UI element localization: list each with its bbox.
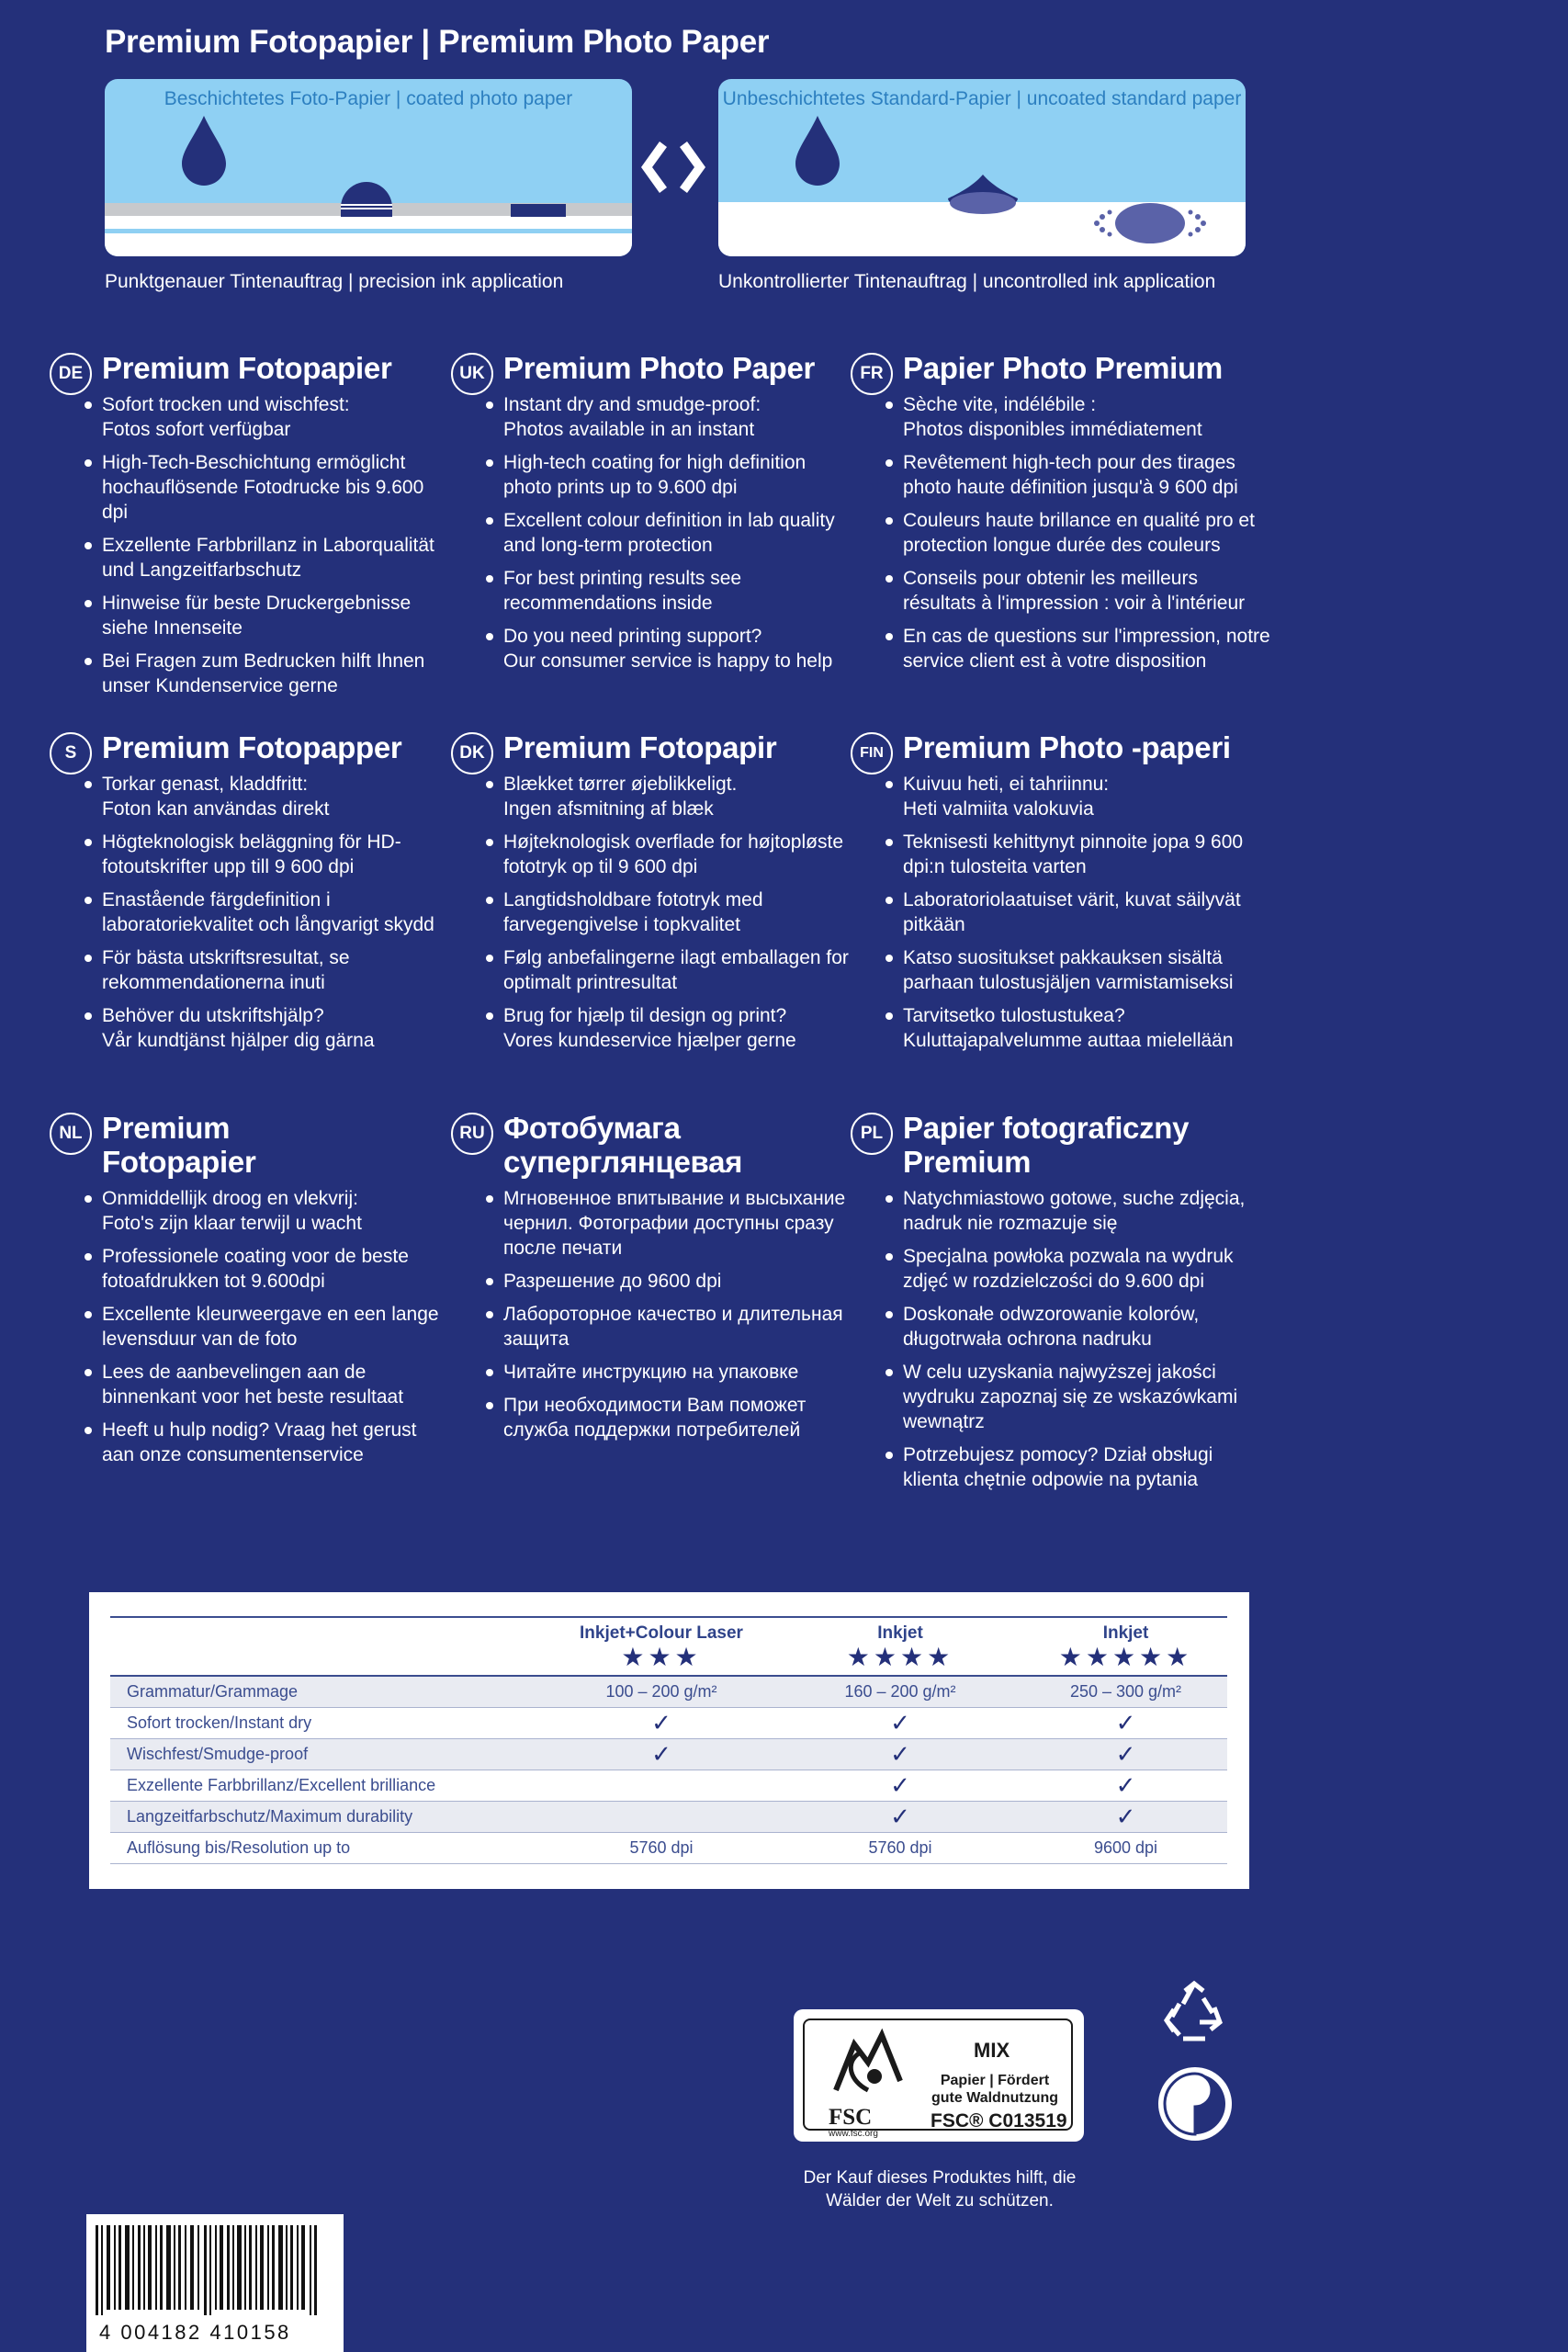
list-item: Lees de aanbevelingen aan de binnenkant voor het beste resultaat bbox=[102, 1360, 454, 1409]
star-rating: ★★★★★ bbox=[1058, 1643, 1193, 1671]
lang-block-fin bbox=[851, 730, 1273, 1061]
list-item: Tarvitsetko tulostustukea? Kuluttajapalvelumme auttaa mielellään bbox=[903, 1003, 1273, 1053]
list-item: Bei Fragen zum Bedrucken hilft Ihnen unser Kundenservice gerne bbox=[102, 649, 454, 698]
table-cell: 250 – 300 g/m² bbox=[1024, 1676, 1227, 1708]
column-header bbox=[547, 1617, 776, 1676]
lang-block-ru bbox=[451, 1111, 855, 1451]
checkmark-icon: ✓ bbox=[776, 1708, 1024, 1739]
page-title: Premium Fotopapier | Premium Photo Paper bbox=[105, 24, 770, 60]
list-item: Hinweise für beste Druckergebnisse siehe Innenseite bbox=[102, 591, 454, 640]
list-item: Onmiddellijk droog en vlekvrij: Foto's zijn klaar terwijl u wacht bbox=[102, 1186, 454, 1236]
lang-block-de bbox=[50, 351, 454, 707]
list-item: Excellent colour definition in lab quality and long-term protection bbox=[503, 508, 855, 558]
fsc-code: FSC® C013519 bbox=[931, 2110, 1067, 2132]
list-item: Couleurs haute brillance en qualité pro et protection longue durée des couleurs bbox=[903, 508, 1273, 558]
column-label: Inkjet bbox=[1102, 1623, 1149, 1643]
lang-title: Papier fotograficzny Premium bbox=[903, 1111, 1190, 1179]
list-item: Kuivuu heti, ei tahriinnu: Heti valmiita valokuvia bbox=[903, 772, 1273, 821]
list-item: Professionele coating voor de beste fotoafdrukken tot 9.600dpi bbox=[102, 1244, 454, 1294]
star-rating: ★★★ bbox=[621, 1643, 702, 1671]
list-item: Sèche vite, indélébile : Photos disponibles immédiatement bbox=[903, 392, 1273, 442]
column-header bbox=[776, 1617, 1024, 1676]
list-item: En cas de questions sur l'impression, notre service client est à votre disposition bbox=[903, 624, 1273, 673]
row-label: Auflösung bis/Resolution up to bbox=[110, 1833, 547, 1864]
list-item: Torkar genast, kladdfritt: Foton kan användas direkt bbox=[102, 772, 454, 821]
fsc-tree-icon bbox=[818, 2026, 919, 2099]
list-item: Langtidsholdbare fototryk med farvegengivelse i topkvalitet bbox=[503, 888, 855, 937]
list-item: Laboratoriolaatuiset värit, kuvat säilyvät pitkään bbox=[903, 888, 1273, 937]
lang-block-fr bbox=[851, 351, 1273, 682]
table-row bbox=[110, 1708, 1227, 1739]
lang-badge: DK bbox=[451, 732, 493, 775]
lang-badge: S bbox=[50, 732, 92, 775]
feature-list bbox=[451, 392, 855, 673]
green-dot-icon bbox=[1156, 2064, 1235, 2143]
fsc-logo-text: FSC bbox=[829, 2105, 873, 2130]
list-item: Instant dry and smudge-proof: Photos available in an instant bbox=[503, 392, 855, 442]
feature-list bbox=[50, 1186, 454, 1467]
table-row bbox=[110, 1676, 1227, 1708]
coated-paper-title: Beschichtetes Foto-Papier | coated photo paper bbox=[164, 88, 573, 109]
coated-paper-drop-icon bbox=[105, 79, 632, 256]
lang-badge: NL bbox=[50, 1113, 92, 1155]
lang-block-nl bbox=[50, 1111, 454, 1476]
list-item: Brug for hjælp til design og print? Vores kundeservice hjælper gerne bbox=[503, 1003, 855, 1053]
table-cell: 5760 dpi bbox=[776, 1833, 1024, 1864]
lang-badge: DE bbox=[50, 353, 92, 395]
feature-list bbox=[851, 1186, 1273, 1492]
table-row bbox=[110, 1770, 1227, 1802]
table-cell bbox=[547, 1770, 776, 1802]
table-row bbox=[110, 1802, 1227, 1833]
list-item: Exzellente Farbbrillanz in Laborqualität und Langzeitfarbschutz bbox=[102, 533, 454, 582]
list-item: Katso suositukset pakkauksen sisältä parhaan tulostusjäljen varmistamiseksi bbox=[903, 945, 1273, 995]
comparison-arrows-icon bbox=[639, 140, 707, 195]
coated-paper-caption: Punktgenauer Tintenauftrag | precision ink application bbox=[105, 271, 564, 292]
uncoated-paper-illustration bbox=[718, 79, 1246, 256]
checkmark-icon: ✓ bbox=[776, 1770, 1024, 1802]
list-item: W celu uzyskania najwyższej jakości wydruku zapoznaj się ze wskazówkami wewnątrz bbox=[903, 1360, 1273, 1434]
list-item: Højteknologisk overflade for højtopløste fototryk op til 9 600 dpi bbox=[503, 830, 855, 879]
lang-badge: FIN bbox=[851, 732, 893, 775]
checkmark-icon: ✓ bbox=[1024, 1708, 1227, 1739]
table-cell bbox=[547, 1802, 776, 1833]
lang-title: Premium Fotopapir bbox=[503, 730, 777, 764]
list-item: Teknisesti kehittynyt pinnoite jopa 9 600 dpi:n tulosteita varten bbox=[903, 830, 1273, 879]
feature-list bbox=[50, 392, 454, 698]
barcode-bars bbox=[86, 2214, 344, 2315]
row-label: Grammatur/Grammage bbox=[110, 1676, 547, 1708]
feature-list bbox=[851, 772, 1273, 1053]
fsc-url: www.fsc.org bbox=[829, 2129, 878, 2139]
checkmark-icon: ✓ bbox=[547, 1708, 776, 1739]
checkmark-icon: ✓ bbox=[776, 1802, 1024, 1833]
lang-badge: FR bbox=[851, 353, 893, 395]
table-row bbox=[110, 1833, 1227, 1864]
star-rating: ★★★★ bbox=[846, 1643, 954, 1671]
checkmark-icon: ✓ bbox=[1024, 1739, 1227, 1770]
list-item: Behöver du utskriftshjälp? Vår kundtjänst hjälper dig gärna bbox=[102, 1003, 454, 1053]
fsc-description: Papier | Fördert gute Waldnutzung bbox=[931, 2073, 1059, 2106]
feature-list bbox=[50, 772, 454, 1053]
table-cell: 9600 dpi bbox=[1024, 1833, 1227, 1864]
checkmark-icon: ✓ bbox=[1024, 1770, 1227, 1802]
list-item: Лабороторное качество и длительная защита bbox=[503, 1302, 855, 1351]
lang-block-s bbox=[50, 730, 454, 1061]
lang-title: Фотобумага суперглянцевая bbox=[503, 1111, 743, 1179]
fsc-mix: MIX bbox=[974, 2039, 1010, 2062]
uncoated-paper-title: Unbeschichtetes Standard-Papier | uncoated standard paper bbox=[722, 88, 1242, 109]
row-label: Langzeitfarbschutz/Maximum durability bbox=[110, 1802, 547, 1833]
comparison-table bbox=[89, 1592, 1249, 1889]
feature-list bbox=[851, 392, 1273, 673]
table-cell: 5760 dpi bbox=[547, 1833, 776, 1864]
column-label: Inkjet bbox=[877, 1623, 923, 1643]
fsc-border bbox=[803, 2018, 1073, 2139]
uncoated-paper-caption: Unkontrollierter Tintenauftrag | uncontrolled ink application bbox=[718, 271, 1216, 292]
lang-title: Premium Fotopapier bbox=[102, 351, 392, 385]
table-cell: 100 – 200 g/m² bbox=[547, 1676, 776, 1708]
checkmark-icon: ✓ bbox=[776, 1739, 1024, 1770]
list-item: Potrzebujesz pomocy? Dział obsługi klienta chętnie odpowie na pytania bbox=[903, 1442, 1273, 1492]
list-item: Мгновенное впитывание и высыхание чернил. Фотографии доступны сразу после печати bbox=[503, 1186, 855, 1261]
row-label: Wischfest/Smudge-proof bbox=[110, 1739, 547, 1770]
list-item: Heeft u hulp nodig? Vraag het gerust aan onze consumentenservice bbox=[102, 1418, 454, 1467]
list-item: Sofort trocken und wischfest: Fotos sofort verfügbar bbox=[102, 392, 454, 442]
lang-badge: PL bbox=[851, 1113, 893, 1155]
table-row bbox=[110, 1739, 1227, 1770]
list-item: Blækket tørrer øjeblikkeligt. Ingen afsmitning af blæk bbox=[503, 772, 855, 821]
fsc-note: Der Kauf dieses Produktes hilft, die Wälder der Welt zu schützen. bbox=[803, 2168, 1077, 2211]
recycle-icon bbox=[1159, 1980, 1229, 2050]
list-item: Разрешение до 9600 dpi bbox=[503, 1269, 855, 1294]
list-item: Revêtement high-tech pour des tirages photo haute définition jusqu'à 9 600 dpi bbox=[903, 450, 1273, 500]
checkmark-icon: ✓ bbox=[547, 1739, 776, 1770]
fsc-label bbox=[794, 2009, 1084, 2142]
lang-badge: UK bbox=[451, 353, 493, 395]
lang-block-pl bbox=[851, 1111, 1273, 1500]
coated-paper-illustration bbox=[105, 79, 632, 256]
uncoated-paper-drop-icon bbox=[718, 79, 1246, 256]
list-item: Conseils pour obtenir les meilleurs résultats à l'impression : voir à l'intérieur bbox=[903, 566, 1273, 616]
list-item: High-tech coating for high definition photo prints up to 9.600 dpi bbox=[503, 450, 855, 500]
lang-block-uk bbox=[451, 351, 855, 682]
list-item: High-Tech-Beschichtung ermöglicht hochauflösende Fotodrucke bis 9.600 dpi bbox=[102, 450, 454, 525]
lang-title: Premium Fotopapper bbox=[102, 730, 402, 764]
checkmark-icon: ✓ bbox=[1024, 1802, 1227, 1833]
lang-title: Premium Photo -paperi bbox=[903, 730, 1231, 764]
lang-title: Premium Photo Paper bbox=[503, 351, 816, 385]
feature-list bbox=[451, 1186, 855, 1442]
list-item: Högteknologisk beläggning för HD-fotoutskrifter upp till 9 600 dpi bbox=[102, 830, 454, 879]
barcode bbox=[86, 2214, 344, 2352]
list-item: Enastående färgdefinition i laboratoriekvalitet och långvarigt skydd bbox=[102, 888, 454, 937]
lang-title: Premium Fotopapier bbox=[102, 1111, 256, 1179]
list-item: Excellente kleurweergave en een lange levensduur van de foto bbox=[102, 1302, 454, 1351]
list-item: Specjalna powłoka pozwala na wydruk zdjęć w rozdzielczości do 9.600 dpi bbox=[903, 1244, 1273, 1294]
row-label: Sofort trocken/Instant dry bbox=[110, 1708, 547, 1739]
lang-block-dk bbox=[451, 730, 855, 1061]
row-label: Exzellente Farbbrillanz/Excellent brilliance bbox=[110, 1770, 547, 1802]
column-label: Inkjet+Colour Laser bbox=[580, 1623, 743, 1643]
list-item: För bästa utskriftsresultat, se rekommendationerna inuti bbox=[102, 945, 454, 995]
list-item: Doskonałe odwzorowanie kolorów, długotrwała ochrona nadruku bbox=[903, 1302, 1273, 1351]
list-item: Følg anbefalingerne ilagt emballagen for optimalt printresultat bbox=[503, 945, 855, 995]
list-item: For best printing results see recommendations inside bbox=[503, 566, 855, 616]
lang-badge: RU bbox=[451, 1113, 493, 1155]
lang-title: Papier Photo Premium bbox=[903, 351, 1223, 385]
list-item: Читайте инструкцию на упаковке bbox=[503, 1360, 855, 1385]
table-cell: 160 – 200 g/m² bbox=[776, 1676, 1024, 1708]
list-item: При необходимости Вам поможет служба поддержки потребителей bbox=[503, 1393, 855, 1442]
list-item: Natychmiastowo gotowe, suche zdjęcia, nadruk nie rozmazuje się bbox=[903, 1186, 1273, 1236]
feature-list bbox=[451, 772, 855, 1053]
list-item: Do you need printing support? Our consumer service is happy to help bbox=[503, 624, 855, 673]
column-header bbox=[1024, 1617, 1227, 1676]
barcode-number: 4 004182 410158 bbox=[99, 2321, 291, 2344]
